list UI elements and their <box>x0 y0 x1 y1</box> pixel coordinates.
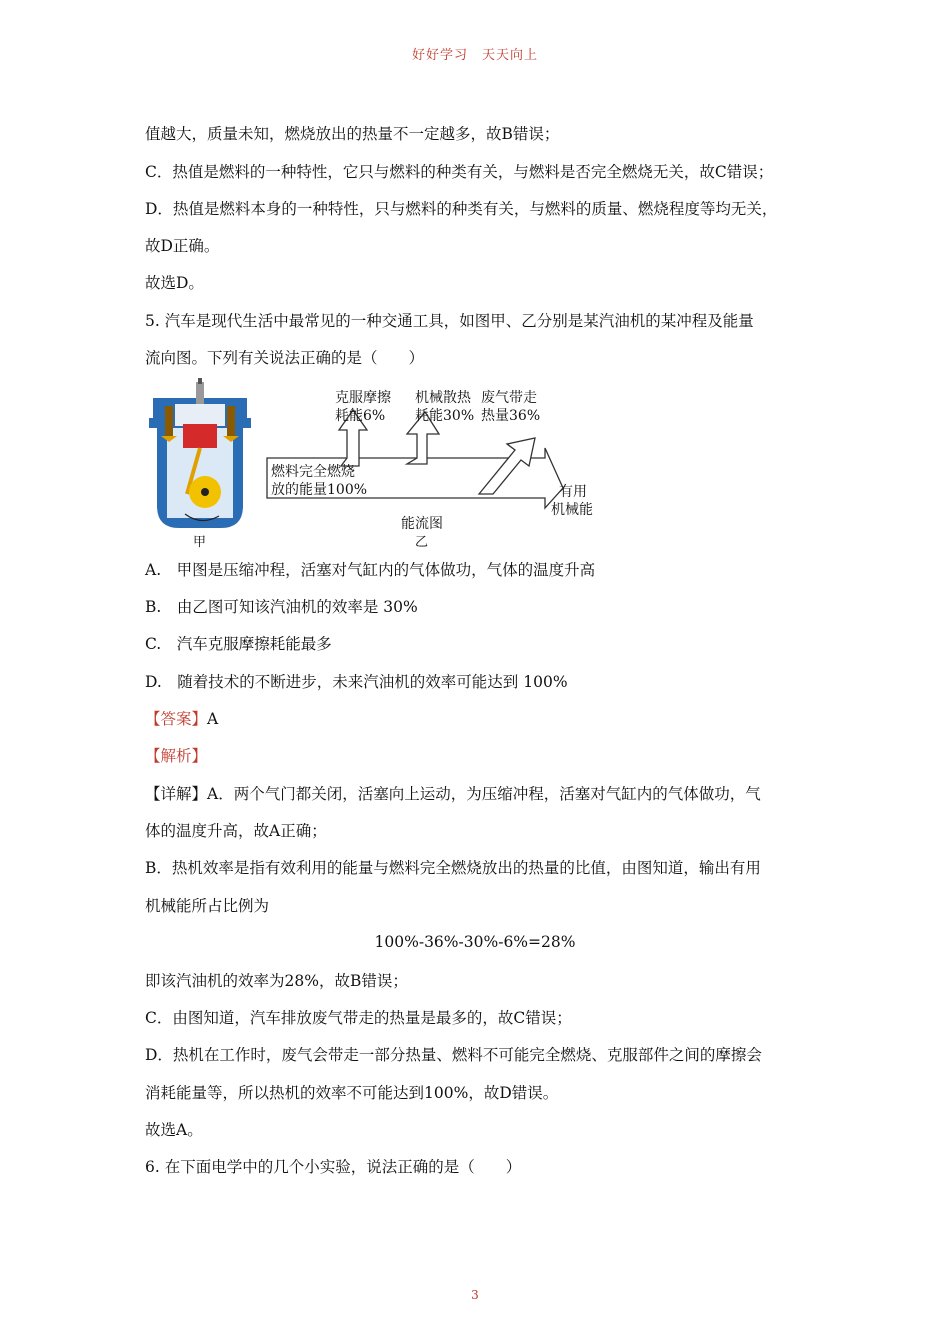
text-line: 故选D。 <box>145 274 204 292</box>
text-line: C．由图知道，汽车排放废气带走的热量是最多的，故C错误； <box>145 1009 572 1027</box>
option-c: C. 汽车克服摩擦耗能最多 <box>145 635 332 653</box>
text-line: D．热机在工作时，废气会带走一部分热量、燃料不可能完全燃烧、克服部件之间的摩擦会 <box>145 1046 762 1064</box>
text-line: 故选A。 <box>145 1121 203 1139</box>
loss-heat-line1: 机械散热 <box>415 390 471 406</box>
formula: 100%-36%-30%-6%=28% <box>374 933 576 951</box>
text-line: B．热机效率是指有效利用的能量与燃料完全燃烧放出的热量的比值，由图知道，输出有用 <box>145 859 761 877</box>
answer-line <box>145 709 218 729</box>
text-line: D．热值是燃料本身的一种特性，只与燃料的种类有关，与燃料的质量、燃烧程度等均无关， <box>145 200 778 218</box>
option-a: A. 甲图是压缩冲程，活塞对气缸内的气体做功，气体的温度升高 <box>145 561 596 579</box>
label-jia: 甲 <box>193 535 207 550</box>
option-b: B. 由乙图可知该汽油机的效率是 30% <box>145 598 418 616</box>
text-line: 消耗能量等，所以热机的效率不可能达到100%，故D错误。 <box>145 1084 559 1102</box>
question-6-stem: 6. 在下面电学中的几个小实验，说法正确的是（ ） <box>145 1158 522 1176</box>
answer-value: A <box>207 710 219 728</box>
input-energy-line2: 放的能量100% <box>271 482 368 498</box>
energy-flow-caption: 能流图 <box>401 516 443 532</box>
text-line: 值越大，质量未知，燃烧放出的热量不一定越多，故B错误； <box>145 125 560 143</box>
question-5-stem: 5. 汽车是现代生活中最常见的一种交通工具，如图甲、乙分别是某汽油机的某冲程及能量 <box>145 312 754 330</box>
output-energy-line2: 机械能 <box>551 502 593 518</box>
analysis-tag: 【解析】 <box>145 747 208 765</box>
loss-exhaust-line2: 热量36% <box>481 408 541 424</box>
text-line: 体的温度升高，故A正确； <box>145 822 327 840</box>
text-line: 即该汽油机的效率为28%，故B错误； <box>145 972 408 990</box>
engine-cylinder-diagram <box>149 378 251 528</box>
option-d: D. 随着技术的不断进步，未来汽油机的效率可能达到 100% <box>145 673 568 691</box>
text-line: 故D正确。 <box>145 237 220 255</box>
text-line: 机械能所占比例为 <box>145 897 270 915</box>
question-5-stem: 流向图。下列有关说法正确的是（ ） <box>145 349 425 367</box>
label-yi: 乙 <box>415 535 429 550</box>
loss-exhaust-line1: 废气带走 <box>481 390 537 406</box>
engine-energy-figure <box>145 378 625 552</box>
page-header: 好好学习 天天向上 <box>411 48 538 63</box>
analysis-line <box>145 746 207 766</box>
detail-tag: 【详解】 <box>145 785 208 803</box>
text-line: C．热值是燃料的一种特性，它只与燃料的种类有关，与燃料是否完全燃烧无关，故C错误； <box>145 163 774 181</box>
loss-friction-line2: 耗能6% <box>335 408 386 424</box>
answer-tag: 【答案】 <box>145 710 208 728</box>
input-energy-line1: 燃料完全燃烧 <box>271 464 355 480</box>
loss-friction-line1: 克服摩擦 <box>335 390 391 406</box>
detail-text: A．两个气门都关闭，活塞向上运动，为压缩冲程，活塞对气缸内的气体做功，气 <box>207 785 761 803</box>
detail-line <box>145 784 761 804</box>
output-energy-line1: 有用 <box>559 484 587 500</box>
page-number: 3 <box>471 1288 479 1302</box>
loss-heat-line2: 耗能30% <box>415 408 475 424</box>
